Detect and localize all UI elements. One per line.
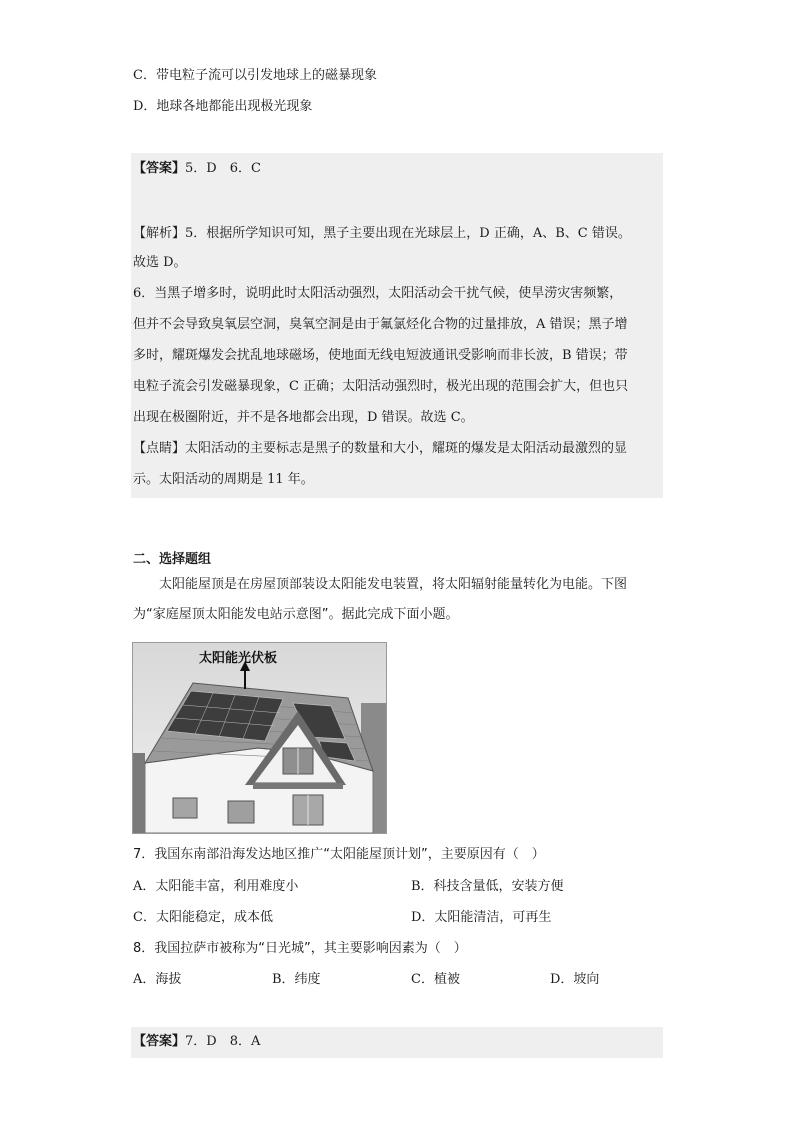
- answer-label: 【答案】: [133, 1034, 186, 1049]
- solar-roof-figure: [132, 642, 387, 834]
- intro-line-2: 为“家庭屋顶太阳能发电站示意图”。据此完成下面小题。: [133, 607, 459, 622]
- answer-label: 【答案】: [133, 161, 186, 176]
- answer-analysis-box: [131, 153, 663, 498]
- house-illustration: [133, 643, 386, 833]
- answer-line-2: [133, 1032, 260, 1052]
- q6-option-d: D．地球各地都能出现极光现象: [133, 99, 313, 114]
- comment-line: 示。太阳活动的周期是 11 年。: [133, 472, 314, 487]
- answer-text: 7．D 8．A: [185, 1034, 261, 1049]
- analysis-line: 但并不会导致臭氧层空洞，臭氧空洞是由于氟氯烃化合物的过量排放，A 错误；黑子增: [133, 317, 628, 332]
- q8-option-a: A．海拔: [133, 972, 182, 987]
- q8-option-b: B．纬度: [272, 972, 321, 987]
- q7-option-d: D．太阳能清洁，可再生: [411, 910, 552, 925]
- intro-paragraph: [133, 570, 665, 630]
- q8-option-c: C．植被: [411, 972, 460, 987]
- answer-text: 5．D 6．C: [185, 161, 261, 176]
- q7-option-c: C．太阳能稳定，成本低: [133, 910, 273, 925]
- q6-option-c: C．带电粒子流可以引发地球上的磁暴现象: [133, 68, 377, 83]
- q8-stem: 8．我国拉萨市被称为“日光城”，其主要影响因素为（ ）: [133, 941, 467, 956]
- analysis-line: 故选 D。: [133, 255, 187, 270]
- analysis-line: 6．当黑子增多时，说明此时太阳活动强烈，太阳活动会干扰气候，使旱涝灾害频繁，: [133, 286, 623, 301]
- q7-option-a: A．太阳能丰富，利用难度小: [133, 879, 299, 894]
- answer-line-1: [133, 159, 261, 179]
- analysis-line: 电粒子流会引发磁暴现象，C 正确；太阳活动强烈时，极光出现的范围会扩大，但也只: [133, 379, 629, 394]
- q7-option-b: B．科技含量低，安装方便: [411, 879, 564, 894]
- comment-line: 【点睛】太阳活动的主要标志是黑子的数量和大小，耀斑的爆发是太阳活动最激烈的显: [133, 441, 628, 456]
- figure-label: 太阳能光伏板: [199, 651, 278, 666]
- intro-line-1: 太阳能屋顶是在房屋顶部装设太阳能发电装置，将太阳辐射能量转化为电能。下图: [159, 577, 628, 592]
- analysis-line: 多时，耀斑爆发会扰乱地球磁场，使地面无线电短波通讯受影响而非长波，B 错误；带: [133, 348, 628, 363]
- analysis-line: 出现在极圈附近，并不是各地都会出现，D 错误。故选 C。: [133, 410, 474, 425]
- answer-box-2: [131, 1027, 663, 1058]
- analysis-line: 【解析】5．根据所学知识可知，黑子主要出现在光球层上，D 正确，A、B、C 错误。: [133, 226, 631, 241]
- section-heading: 二、选择题组: [133, 552, 212, 567]
- q7-stem: 7．我国东南部沿海发达地区推广“太阳能屋顶计划”，主要原因有（ ）: [133, 847, 545, 862]
- q8-option-d: D．坡向: [550, 972, 600, 987]
